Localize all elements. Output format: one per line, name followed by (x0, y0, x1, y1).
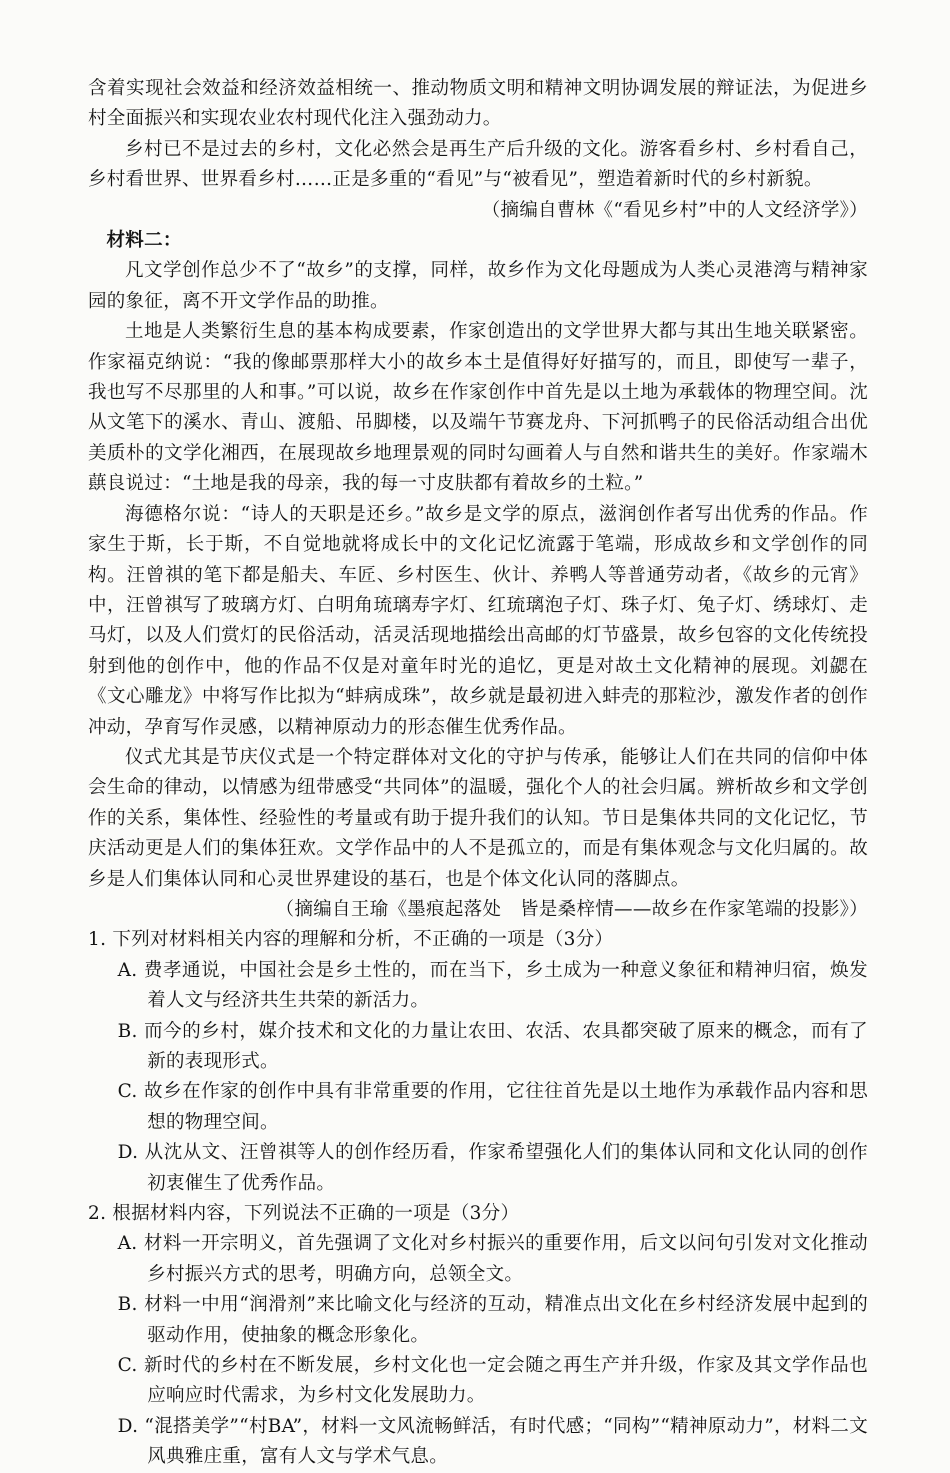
question-1-option-b: B. 而今的乡村，媒介技术和文化的力量让农田、农活、农具都突破了原来的概念，而有了新的表现形式。 (117, 1020, 868, 1072)
question-1 (88, 925, 868, 1199)
question-1-option-a: A. 费孝通说，中国社会是乡土性的，而在当下，乡土成为一种意义象征和精神归宿，焕发着人文与经济共生共荣的新活力。 (117, 959, 868, 1012)
material2-paragraph: 土地是人类繁衍生息的基本构成要素，作家创造出的文学世界大都与其出生地关联紧密。作家福克纳说：“我的像邮票那样大小的故乡本土是值得好好描写的，而且，即使写一辈子，我也写不尽那里的人和事。”可以说，故乡在作家创作中首先是以土地为承载体的物理空间。沈从文笔下的溪水、青山、渡船、吊脚楼，以及端午节赛龙舟、下河抓鸭子的民俗活动组合出优美质朴的文学化湘西，在展现故乡地理景观的同时勾画着人与自然和谐共生的美好。作家端木蕻良说过：“土地是我的母亲，我的每一寸皮肤都有着故乡的土粒。” (88, 321, 868, 495)
question-2 (88, 1199, 868, 1473)
question-1-option-c: C. 故乡在作家的创作中具有非常重要的作用，它往往首先是以土地作为承载作品内容和思想的物理空间。 (117, 1081, 868, 1133)
source-citation-2: （摘编自王瑜《墨痕起落处 皆是桑梓情——故乡在作家笔端的投影》） (275, 898, 868, 920)
question-2-stem: 2. 根据材料内容，下列说法不正确的一项是（3分） (88, 1203, 520, 1225)
question-2-option-c: C. 新时代的乡村在不断发展，乡村文化也一定会随之再生产并升级，作家及其文学作品也应响应时代需求，为乡村文化发展助力。 (117, 1355, 868, 1407)
question-1-option-d: D. 从沈从文、汪曾祺等人的创作经历看，作家希望强化人们的集体认同和文化认同的创作初衷催生了优秀作品。 (117, 1142, 868, 1194)
material1-paragraph: 含着实现社会效益和经济效益相统一、推动物质文明和精神文明协调发展的辩证法，为促进乡村全面振兴和实现农业农村现代化注入强劲动力。 (88, 78, 868, 130)
material2-paragraph: 仪式尤其是节庆仪式是一个特定群体对文化的守护与传承，能够让人们在共同的信仰中体会生命的律动，以情感为纽带感受“共同体”的温暖，强化个人的社会归属。辨析故乡和文学创作的关系，集体性、经验性的考量或有助于提升我们的认知。节日是集体共同的文化记忆，节庆活动更是人们的集体狂欢。文学作品中的人不是孤立的，而是有集体观念与文化归属的。故乡是人们集体认同和心灵世界建设的基石，也是个体文化认同的落脚点。 (88, 746, 868, 890)
question-2-option-d: D. “混搭美学”“村BA”，材料一文风流畅鲜活，有时代感；“同构”“精神原动力”，材料二文风典雅庄重，富有人文与学术气息。 (117, 1415, 868, 1468)
question-2-option-b: B. 材料一中用“润滑剂”来比喻文化与经济的互动，精准点出文化在乡村经济发展中起到的驱动作用，使抽象的概念形象化。 (117, 1294, 868, 1346)
question-2-option-a: A. 材料一开宗明义，首先强调了文化对乡村振兴的重要作用，后文以问句引发对文化推动乡村振兴方式的思考，明确方向，总领全文。 (117, 1233, 868, 1285)
material2-heading: 材料二： (106, 230, 182, 252)
source-citation-1: （摘编自曹林《“看见乡村”中的人文经济学》） (481, 199, 868, 221)
question-1-stem: 1. 下列对材料相关内容的理解和分析，不正确的一项是（3分） (88, 929, 614, 951)
material2-paragraph: 凡文学创作总少不了“故乡”的支撑，同样，故乡作为文化母题成为人类心灵港湾与精神家园的象征，离不开文学作品的助推。 (88, 260, 868, 312)
material2-paragraph: 海德格尔说：“诗人的天职是还乡。”故乡是文学的原点，滋润创作者写出优秀的作品。作家生于斯，长于斯，不自觉地就将成长中的文化记忆流露于笔端，形成故乡和文学创作的同构。汪曾祺的笔下都是船夫、车匠、乡村医生、伙计、养鸭人等普通劳动者，《故乡的元宵》中，汪曾祺写了玻璃方灯、白明角琉璃寿字灯、红琉璃泡子灯、珠子灯、兔子灯、绣球灯、走马灯，以及人们赏灯的民俗活动，活灵活现地描绘出高邮的灯节盛景，故乡包容的文化传统投射到他的创作中，他的作品不仅是对童年时光的追忆，更是对故土文化精神的展现。刘勰在《文心雕龙》中将写作比拟为“蚌病成珠”，故乡就是最初进入蚌壳的那粒沙，激发作者的创作冲动，孕育写作灵感，以精神原动力的形态催生优秀作品。 (88, 503, 868, 738)
material1-paragraph: 乡村已不是过去的乡村，文化必然会是再生产后升级的文化。游客看乡村、乡村看自己，乡村看世界、世界看乡村……正是多重的“看见”与“被看见”，塑造着新时代的乡村新貌。 (88, 138, 868, 191)
